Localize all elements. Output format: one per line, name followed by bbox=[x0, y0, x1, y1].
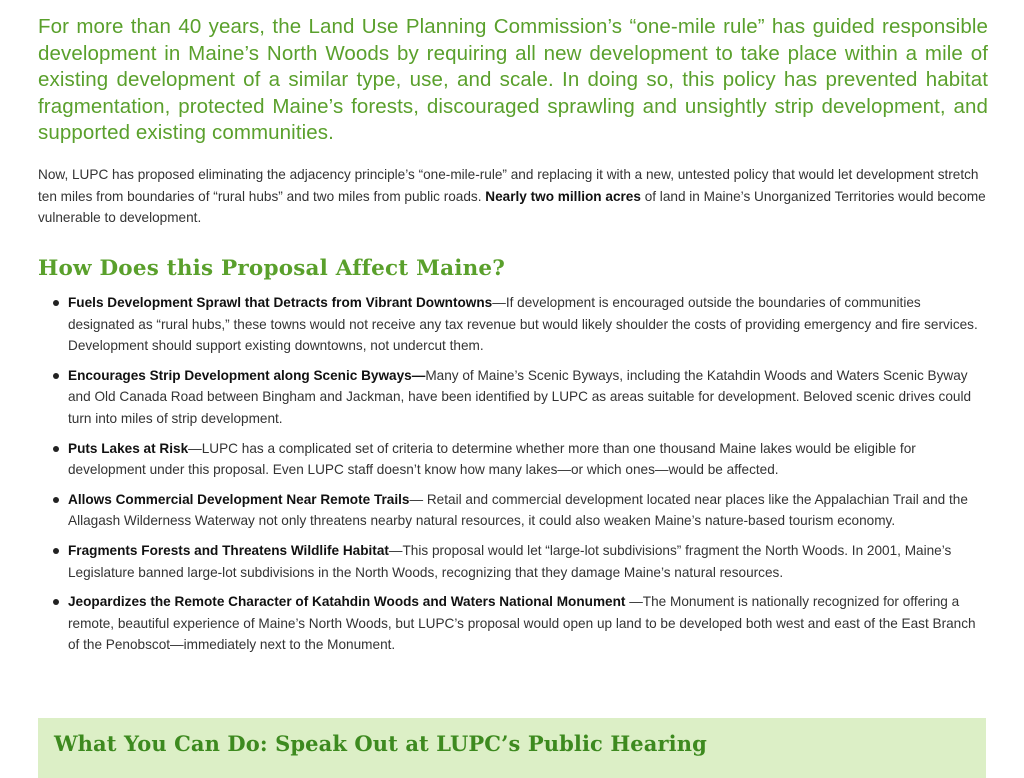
list-item-text: Many of Maine’s Scenic Byways, including the Katahdin Woods and Waters Scenic Byway and Old Canada Road between Bingham and Jackman, have been identified by LUPC as areas suitable for development. Beloved scenic drives could turn into miles of strip development. bbox=[68, 367, 972, 426]
impact-list bbox=[38, 292, 986, 664]
list-item bbox=[38, 489, 986, 532]
list-item bbox=[38, 292, 986, 357]
list-item-lead: Allows Commercial Development Near Remote Trails bbox=[68, 491, 410, 507]
proposal-paragraph bbox=[38, 164, 986, 229]
call-to-action-banner bbox=[38, 718, 986, 778]
list-item-lead: Fragments Forests and Threatens Wildlife Habitat bbox=[68, 542, 389, 558]
list-item-text: —This proposal would let “large-lot subdivisions” fragment the North Woods. In 2001, Maine’s Legislature banned large-lot subdivisions in the North Woods, recognizing that they damage Maine’s natural resources. bbox=[68, 542, 952, 580]
proposal-text-before: Now, LUPC has proposed eliminating the adjacency principle’s “one-mile-rule” and replacing it with a new, untested policy that would let development stretch ten miles from boundaries of “rural hubs” and two miles from public roads. bbox=[38, 167, 979, 204]
list-item-text: — Retail and commercial development located near places like the Appalachian Trail and the Allagash Wilderness Waterway not only threatens nearby natural resources, it could also weaken Maine’s nature-based tourism economy. bbox=[68, 491, 968, 529]
list-item-text: —If development is encouraged outside the boundaries of communities designated as “rural hubs,” these towns would not receive any tax revenue but would likely shoulder the costs of providing emergency and fire services. Development should support existing downtowns, not undercut them. bbox=[68, 295, 978, 354]
list-item bbox=[38, 365, 986, 430]
proposal-text-bold: Nearly two million acres bbox=[485, 188, 641, 204]
list-item bbox=[38, 438, 986, 481]
proposal-text-after: of land in Maine’s Unorganized Territories would become vulnerable to development. bbox=[38, 188, 986, 225]
list-item-lead: Jeopardizes the Remote Character of Katahdin Woods and Waters National Monument bbox=[68, 594, 626, 610]
section-heading: How Does this Proposal Affect Maine? bbox=[38, 256, 506, 281]
intro-paragraph: For more than 40 years, the Land Use Planning Commission’s “one-mile rule” has guided responsible development in Maine’s North Woods by requiring all new development to take place within a mile of existing development of a similar type, use, and scale. In doing so, this policy has prevented habitat fragmentation, protected Maine’s forests, discouraged sprawling and unsightly strip development, and supported existing communities. bbox=[38, 15, 988, 144]
list-item bbox=[38, 591, 986, 656]
list-item-lead: Fuels Development Sprawl that Detracts from Vibrant Downtowns bbox=[68, 295, 493, 310]
banner-title: What You Can Do: Speak Out at LUPC’s Public Hearing bbox=[54, 731, 707, 756]
list-item-lead: Puts Lakes at Risk bbox=[68, 440, 189, 456]
list-item-text: —The Monument is nationally recognized for offering a remote, beautiful experience of Maine’s North Woods, but LUPC’s proposal would open up land to be developed both west and east of the East Branch of the Penobscot—immediately next to the Monument. bbox=[68, 594, 976, 653]
list-item-text: —LUPC has a complicated set of criteria to determine whether more than one thousand Maine lakes would be eligible for development under this proposal. Even LUPC staff doesn’t know how many lakes—or which ones—would be affected. bbox=[68, 440, 916, 478]
list-item-lead: Encourages Strip Development along Scenic Byways— bbox=[68, 367, 426, 383]
list-item bbox=[38, 540, 986, 583]
